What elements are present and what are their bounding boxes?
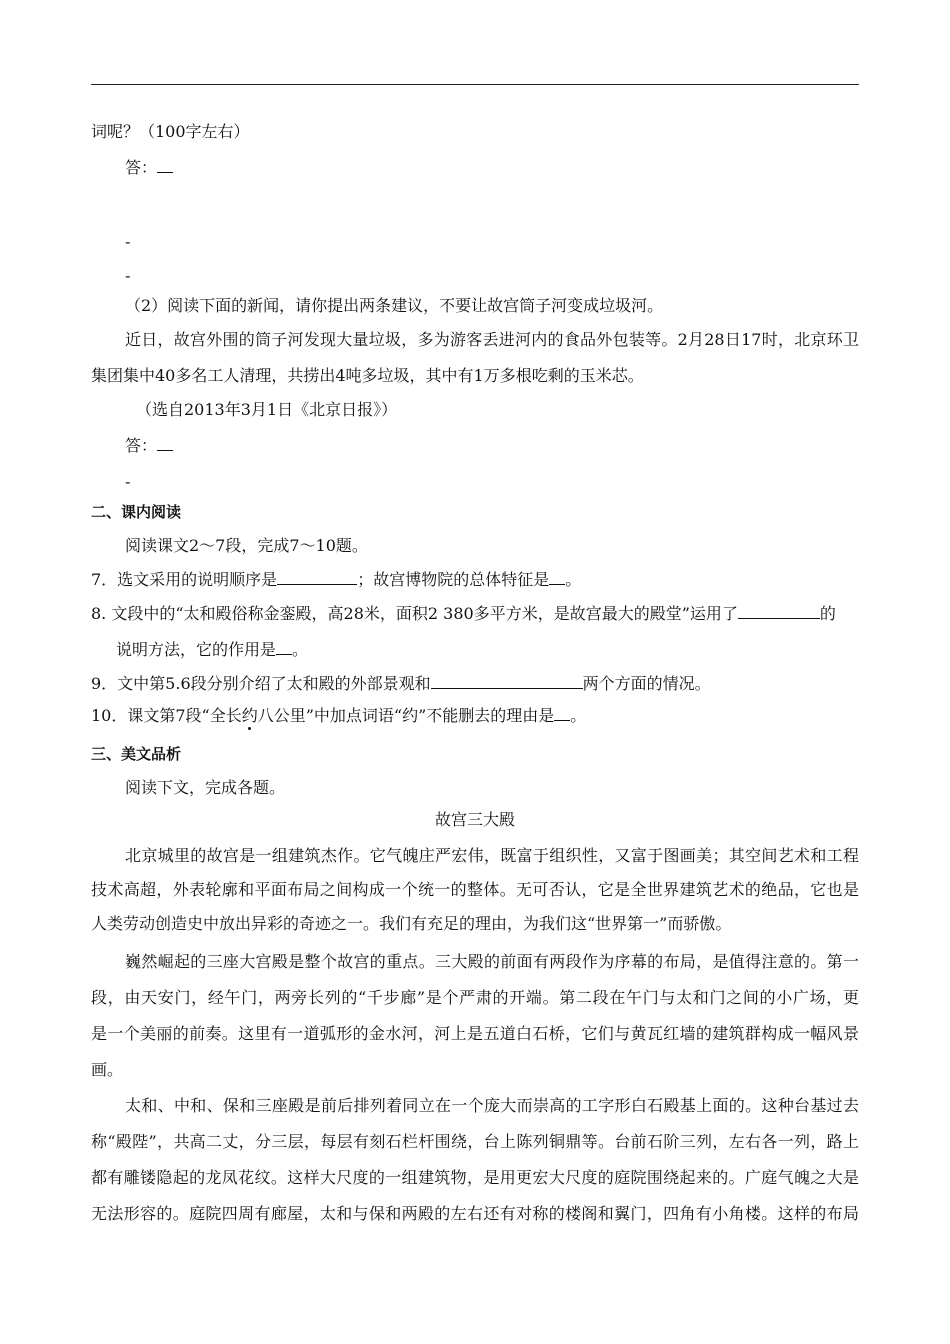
answer-blank[interactable]	[554, 706, 570, 721]
question-9: 9．文中第5.6段分别介绍了太和殿的外部景观和 两个方面的情况。	[91, 674, 711, 693]
question-8-cont: 说明方法，它的作用是 。	[116, 640, 309, 659]
dash-line: -	[125, 232, 131, 251]
instruction: 阅读课文2～7段，完成7～10题。	[125, 536, 368, 555]
answer-label: 答：	[125, 158, 158, 177]
question-2-prompt: （2）阅读下面的新闻，请你提出两条建议，不要让故宫筒子河变成垃圾河。	[125, 296, 664, 315]
article-line: 都有雕镂隐起的龙凤花纹。这样大尺度的一组建筑物，是用更宏大尺度的庭院围绕起来的。广庭气魄之大是	[91, 1168, 859, 1187]
article-line: 人类劳动创造史中放出异彩的奇迹之一。我们有充足的理由，为我们这“世界第一”而骄傲。	[91, 914, 732, 933]
article-line: 段，由天安门，经午门，两旁长列的“千步廊”是个严肃的开端。第二段在午门与太和门之间的小广场，更	[91, 988, 859, 1007]
article-line: 巍然崛起的三座大宫殿是整个故宫的重点。三大殿的前面有两段作为序幕的布局，是值得注意的。第一	[125, 952, 859, 971]
answer-blank[interactable]	[738, 604, 820, 619]
dash-line: -	[125, 266, 131, 285]
header-rule	[91, 84, 859, 85]
news-paragraph-line: 近日，故宫外围的筒子河发现大量垃圾，多为游客丢进河内的食品外包装等。2月28日17时，北京环卫	[125, 330, 859, 349]
answer-blank[interactable]	[277, 570, 357, 585]
dash-line: -	[125, 472, 131, 491]
article-line: 是一个美丽的前奏。这里有一道弧形的金水河，河上是五道白石桥，它们与黄瓦红墙的建筑群构成一幅风景	[91, 1024, 859, 1043]
article-title: 故宫三大殿	[434, 810, 515, 829]
article-line: 北京城里的故宫是一组建筑杰作。它气魄庄严宏伟，既富于组织性，又富于图画美；其空间艺术和工程	[125, 846, 859, 865]
article-line: 画。	[91, 1060, 124, 1079]
answer-blank[interactable]	[549, 570, 565, 585]
question-tail: 词呢？（100字左右）	[91, 122, 250, 141]
question-7: 7．选文采用的说明顺序是 ；故宫博物院的总体特征是 。	[91, 570, 582, 589]
news-source: （选自2013年3月1日《北京日报》）	[136, 400, 398, 419]
answer-line	[125, 158, 173, 178]
answer-blank[interactable]	[157, 436, 173, 451]
article-line: 技术高超，外表轮廓和平面布局之间构成一个统一的整体。无可否认，它是全世界建筑艺术的绝品，它也是	[91, 880, 859, 899]
answer-line	[125, 436, 173, 456]
article-line: 称“殿陛”，共高二丈，分三层，每层有刻石栏杆围绕，台上陈列铜鼎等。台前石阶三列，左右各一列，路上	[91, 1132, 859, 1151]
article-line: 无法形容的。庭院四周有廊屋，太和与保和两殿的左右还有对称的楼阁和翼门，四角有小角楼。这样的布局	[91, 1204, 859, 1223]
emphasis-dot-word: 约	[241, 706, 258, 725]
section-heading-3: 三、美文品析	[91, 745, 182, 763]
answer-blank[interactable]	[431, 674, 583, 689]
news-paragraph-line: 集团集中40多名工人清理，共捞出4吨多垃圾，其中有1万多根吃剩的玉米芯。	[91, 366, 644, 385]
question-10: 10．课文第7段“全长约八公里”中加点词语“约”不能删去的理由是 。	[91, 706, 587, 725]
question-8: 8. 文段中的“太和殿俗称金銮殿，高28米，面积2 380多平方米，是故宫最大的殿堂”运用了 的	[91, 604, 836, 623]
section-heading-2: 二、课内阅读	[91, 503, 182, 521]
answer-blank[interactable]	[157, 158, 173, 173]
instruction: 阅读下文，完成各题。	[125, 778, 286, 797]
article-line: 太和、中和、保和三座殿是前后排列着同立在一个庞大而崇高的工字形白石殿基上面的。这种台基过去	[125, 1096, 859, 1115]
answer-blank[interactable]	[276, 640, 292, 655]
answer-label: 答：	[125, 436, 158, 455]
